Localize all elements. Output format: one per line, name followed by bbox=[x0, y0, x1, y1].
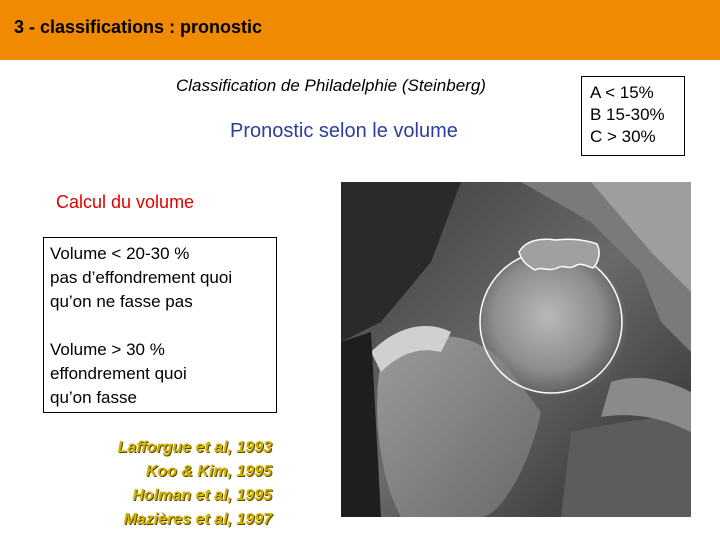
mri-hip-femoral-head-image bbox=[341, 182, 691, 517]
volume-high-line-2: qu’on fasse bbox=[50, 388, 137, 407]
pronostic-heading: Pronostic selon le volume bbox=[230, 120, 458, 142]
volume-box bbox=[43, 237, 277, 413]
mri-image bbox=[341, 182, 691, 517]
grade-c: C > 30% bbox=[590, 127, 656, 146]
grade-b: B 15-30% bbox=[590, 105, 665, 124]
classification-subtitle: Classification de Philadelphie (Steinberg) bbox=[176, 76, 486, 95]
volume-low-line-1: pas d’effondrement quoi bbox=[50, 268, 233, 287]
reference-4: Mazières et al, 1997 bbox=[123, 511, 272, 528]
header-bar bbox=[0, 0, 720, 60]
volume-high-line-1: effondrement quoi bbox=[50, 364, 187, 383]
calcul-heading: Calcul du volume bbox=[56, 192, 195, 212]
grade-a: A < 15% bbox=[590, 83, 654, 102]
volume-low-line-2: qu’on ne fasse pas bbox=[50, 292, 193, 311]
slide-title: 3 - classifications : pronostic bbox=[14, 17, 263, 37]
volume-low-title: Volume < 20-30 % bbox=[50, 244, 190, 263]
grade-box bbox=[581, 76, 685, 156]
volume-high-title: Volume > 30 % bbox=[50, 340, 165, 359]
references bbox=[60, 436, 272, 532]
reference-2: Koo & Kim, 1995 bbox=[145, 463, 272, 480]
volume-spacer bbox=[50, 314, 276, 338]
reference-1: Lafforgue et al, 1993 bbox=[117, 439, 272, 456]
reference-3: Holman et al, 1995 bbox=[132, 487, 272, 504]
